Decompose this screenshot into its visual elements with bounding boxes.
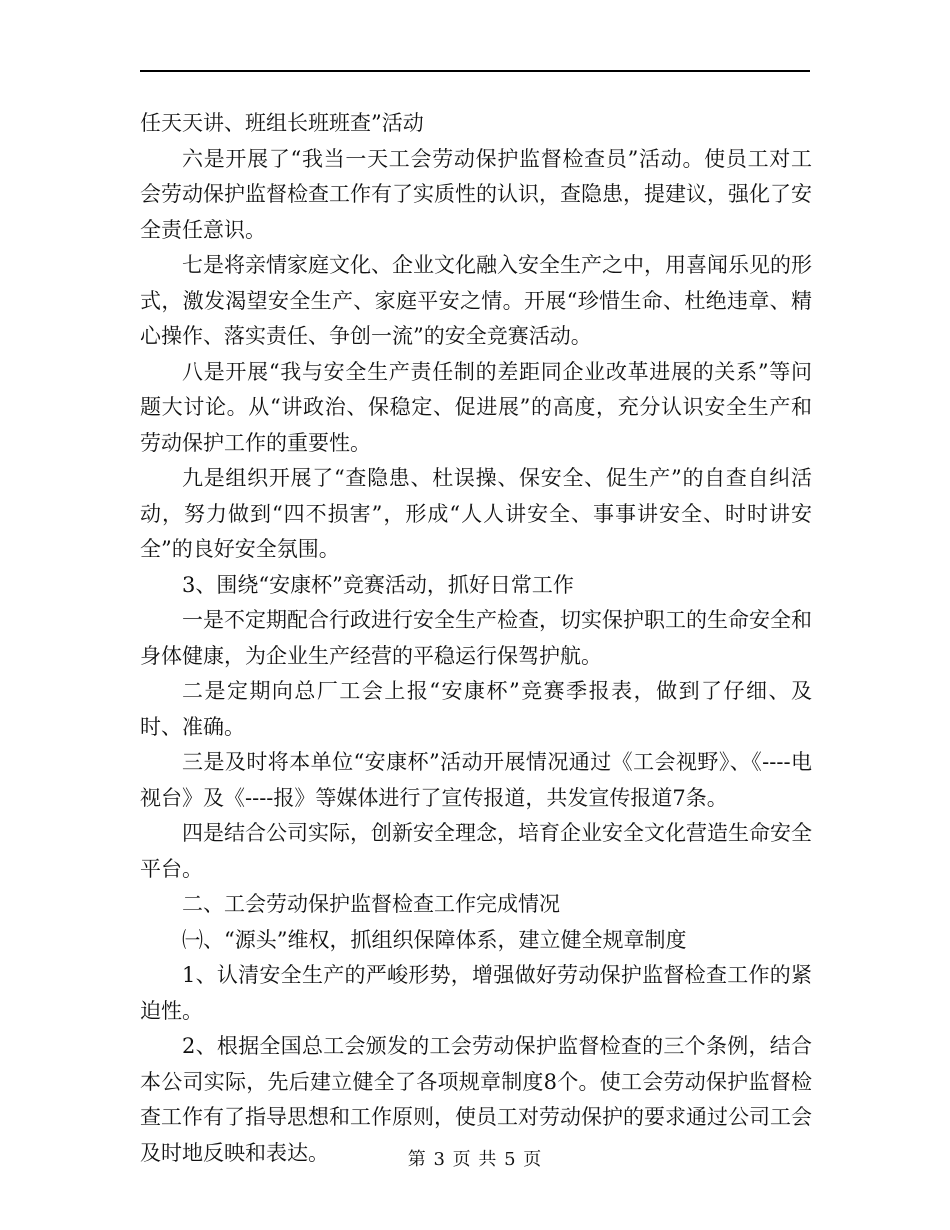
paragraph-item-four: 四是结合公司实际，创新安全理念，培育企业安全文化营造生命安全平台。 xyxy=(140,821,812,881)
paragraph-item-seven: 七是将亲情家庭文化、企业文化融入安全生产之中，用喜闻乐见的形式，激发渴望安全生产、家庭平安之情。开展“珍惜生命、杜绝违章、精心操作、落实责任、争创一流”的安全竞赛活动。 xyxy=(140,253,812,348)
section-heading-part-two: 二、工会劳动保护监督检查工作完成情况 xyxy=(182,892,560,916)
paragraph-item-eight: 八是开展“我与安全生产责任制的差距同企业改革进展的关系”等问题大讨论。从“讲政治、保稳定、促进展”的高度，充分认识安全生产和劳动保护工作的重要性。 xyxy=(140,359,812,455)
document-body xyxy=(140,106,812,1171)
paragraph-continuation: 任天天讲、班组长班班查”活动 xyxy=(140,111,424,135)
subsection-heading-1: ㈠、“源头”维权，抓组织保障体系，建立健全规章制度 xyxy=(182,927,687,952)
section-heading-3: 3、围绕“安康杯”竞赛活动，抓好日常工作 xyxy=(182,572,574,597)
paragraph-item-three: 三是及时将本单位“安康杯”活动开展情况通过《工会视野》、《----电视台》及《----报》等媒体进行了宣传报道，共发宣传报道7条。 xyxy=(140,750,812,810)
paragraph-item-six: 六是开展了“我当一天工会劳动保护监督检查员”活动。使员工对工会劳动保护监督检查工作有了实质性的认识，查隐患，提建议，强化了安全责任意识。 xyxy=(140,146,812,242)
paragraph-numbered-1: 1、认清安全生产的严峻形势，增强做好劳动保护监督检查工作的紧迫性。 xyxy=(140,963,812,1023)
paragraph-numbered-2: 2、根据全国总工会颁发的工会劳动保护监督检查的三个条例，结合本公司实际，先后建立健全了各项规章制度8个。使工会劳动保护监督检查工作有了指导思想和工作原则，使员工对劳动保护的要求通过公司工会及时地反映和表达。 xyxy=(140,1034,812,1165)
paragraph-item-nine: 九是组织开展了“查隐患、杜误操、保安全、促生产”的自查自纠活动，努力做到“四不损害”，形成“人人讲安全、事事讲安全、时时讲安全”的良好安全氛围。 xyxy=(140,466,812,561)
paragraph-item-two: 二是定期向总厂工会上报“安康杯”竞赛季报表，做到了仔细、及时、准确。 xyxy=(140,679,812,739)
page-number-footer: 第 3 页 共 5 页 xyxy=(407,1149,543,1170)
paragraph-item-one: 一是不定期配合行政进行安全生产检查，切实保护职工的生命安全和身体健康，为企业生产经营的平稳运行保驾护航。 xyxy=(140,608,812,668)
header-rule xyxy=(140,70,810,72)
